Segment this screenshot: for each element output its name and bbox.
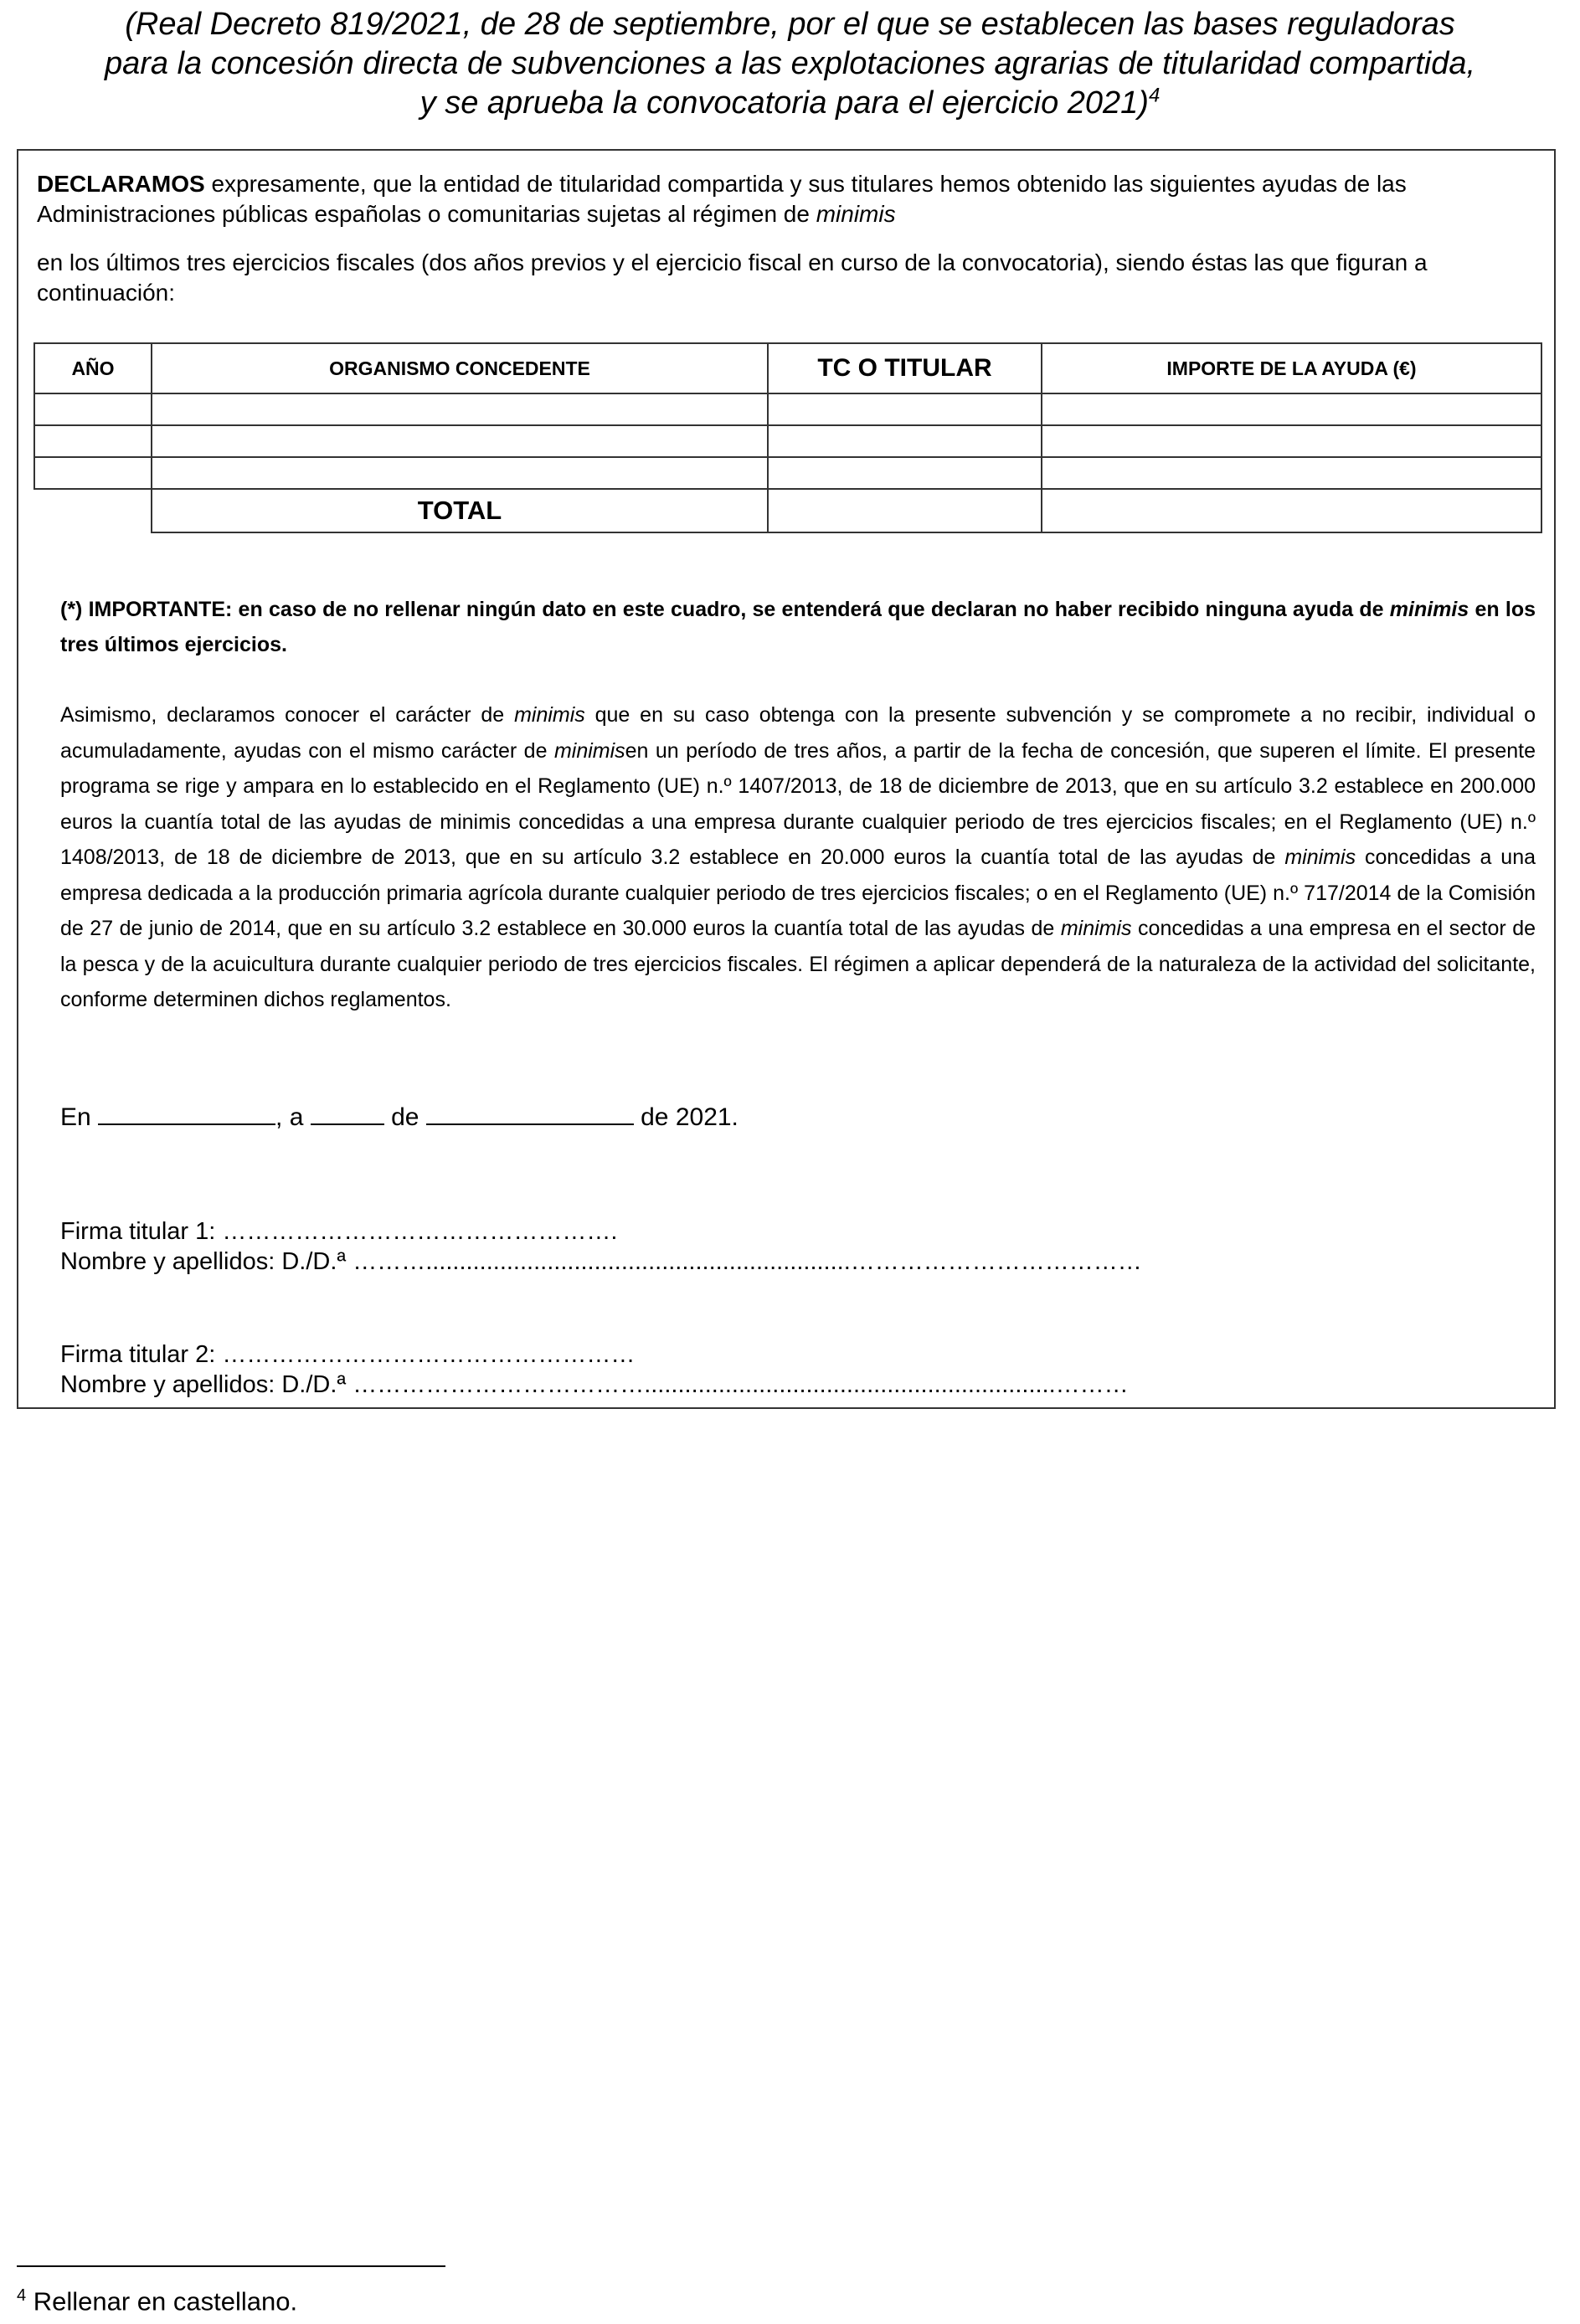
aid-table — [33, 342, 1542, 533]
body-text-3: en un período de tres años, a partir de la fecha de concesión, que superen el límite. El presente programa se rige y ampara en lo establecido en el Reglamento (UE) n.º 1407/2013, de 18 de diciembre de 2013, que en su artículo 3.2 establece en 200.000 euros la cuantía total de las ayudas de minimis concedidas a una empresa durante cualquier periodo de tres ejercicios fiscales; en el Reglamento (UE) n.º 1408/2013, de 18 de diciembre de 2013, que en su artículo 3.2 establece en 20.000 euros la cuantía total de las ayudas de — [60, 738, 1536, 869]
body-minimis-2: minimis — [553, 738, 625, 763]
table-row — [34, 425, 1541, 457]
cell-amount[interactable] — [1042, 457, 1541, 489]
important-text-1: (*) IMPORTANTE: en caso de no rellenar ningún dato en este cuadro, se entenderá que declaran no haber recibido ninguna ayuda de — [60, 598, 1390, 621]
cell-organism[interactable] — [152, 393, 768, 425]
body-minimis-4: minimis — [1060, 917, 1132, 940]
cell-organism[interactable] — [152, 425, 768, 457]
footnote-text: Rellenar en castellano. — [26, 2286, 298, 2316]
declaration-minimis: minimis — [816, 201, 896, 227]
place-a-label: , a — [275, 1103, 311, 1131]
title-line-2: para la concesión directa de subvenciones a las explotaciones agrarias de titularidad compartida, — [104, 46, 1476, 81]
body-text-2: que en su caso obtenga con la presente subvención y se compromete a no recibir, individual o acumuladamente, ayudas con el mismo carácter de — [60, 703, 1536, 763]
total-tc-titular[interactable] — [768, 489, 1042, 532]
declaration-text-1: expresamente, que la entidad de titularidad compartida y sus titulares hemos obtenido las siguientes ayudas de las Administraciones públicas españolas o comunitarias sujetas al régimen de — [37, 171, 1407, 227]
title-line-1: (Real Decreto 819/2021, de 28 de septiembre, por el que se establecen las bases reguladoras — [125, 7, 1455, 42]
body-minimis-1: minimis — [514, 703, 585, 727]
header-organism: ORGANISMO CONCEDENTE — [152, 343, 768, 393]
title-line-3-text: y se aprueba la convocatoria para el ejercicio 2021) — [419, 85, 1149, 121]
place-de-label: de — [383, 1103, 426, 1131]
important-text-2: en los tres últimos ejercicios. — [60, 598, 1536, 656]
place-date-line — [60, 1098, 739, 1134]
cell-year[interactable] — [34, 457, 152, 489]
minimis-paragraph — [60, 697, 1536, 1018]
cell-tc-titular[interactable] — [768, 393, 1042, 425]
cell-amount[interactable] — [1042, 393, 1541, 425]
table-row — [34, 393, 1541, 425]
header-amount: IMPORTE DE LA AYUDA (€) — [1042, 343, 1541, 393]
month-field[interactable] — [426, 1098, 634, 1125]
cell-year[interactable] — [34, 425, 152, 457]
footnote-ref: 4 — [1148, 84, 1161, 107]
body-text-1: Asimismo, declaramos conocer el carácter de — [60, 703, 515, 727]
header-tc-titular: TC O TITULAR — [768, 343, 1042, 393]
title-line-3 — [18, 84, 1562, 123]
footnote-number: 4 — [17, 2286, 27, 2305]
body-text-5: concedidas a una empresa en el sector de la pesca y de la acuicultura durante cualquier periodo de tres ejercicios fiscales. El régimen a aplicar dependerá de la naturaleza de la actividad del solicitante, conforme determinen dichos reglamentos. — [60, 917, 1536, 1011]
signature-2[interactable]: Firma titular 2: …………………………………………… — [60, 1341, 636, 1368]
total-amount[interactable] — [1042, 489, 1541, 532]
header-year: AÑO — [34, 343, 152, 393]
cell-tc-titular[interactable] — [768, 457, 1042, 489]
cell-year[interactable] — [34, 393, 152, 425]
place-field[interactable] — [98, 1098, 275, 1125]
signature-1[interactable]: Firma titular 1: …………………………………………. — [60, 1218, 618, 1245]
footnote-separator — [17, 2265, 445, 2267]
body-text-4: concedidas a una empresa dedicada a la producción primaria agrícola durante cualquier periodo de tres ejercicios fiscales; o en el Reglamento (UE) n.º 717/2014 de la Comisión de 27 de junio de 2014, que en su artículo 3.2 establece en 30.000 euros la cuantía total de las ayudas de — [60, 846, 1536, 940]
cell-organism[interactable] — [152, 457, 768, 489]
place-year-label: de 2021. — [633, 1103, 739, 1131]
day-field[interactable] — [311, 1098, 384, 1125]
footnote — [17, 2279, 297, 2318]
table-row — [34, 457, 1541, 489]
total-row — [34, 489, 1541, 532]
declaration-paragraph-2: en los últimos tres ejercicios fiscales (dos años previos y el ejercicio fiscal en curso de la convocatoria), siendo éstas las que figuran a continuación: — [37, 249, 1428, 306]
total-label: TOTAL — [152, 489, 768, 532]
aid-table-header — [34, 343, 1541, 393]
document-title — [18, 5, 1562, 123]
body-minimis-3: minimis — [1284, 846, 1356, 869]
place-en-label: En — [60, 1103, 99, 1131]
cell-amount[interactable] — [1042, 425, 1541, 457]
important-note — [60, 592, 1536, 662]
name-2[interactable]: Nombre y apellidos: D./D.ª ……………………………….............................................................……… — [60, 1371, 1129, 1398]
declaration-lead: DECLARAMOS — [37, 171, 205, 197]
declaration-box — [17, 149, 1556, 1409]
cell-tc-titular[interactable] — [768, 425, 1042, 457]
declaration-paragraph-1 — [37, 169, 1537, 229]
important-minimis: minimis — [1389, 598, 1469, 621]
total-spacer — [34, 489, 152, 532]
name-1[interactable]: Nombre y apellidos: D./D.ª ………...............................................................……………………………… — [60, 1248, 1142, 1275]
